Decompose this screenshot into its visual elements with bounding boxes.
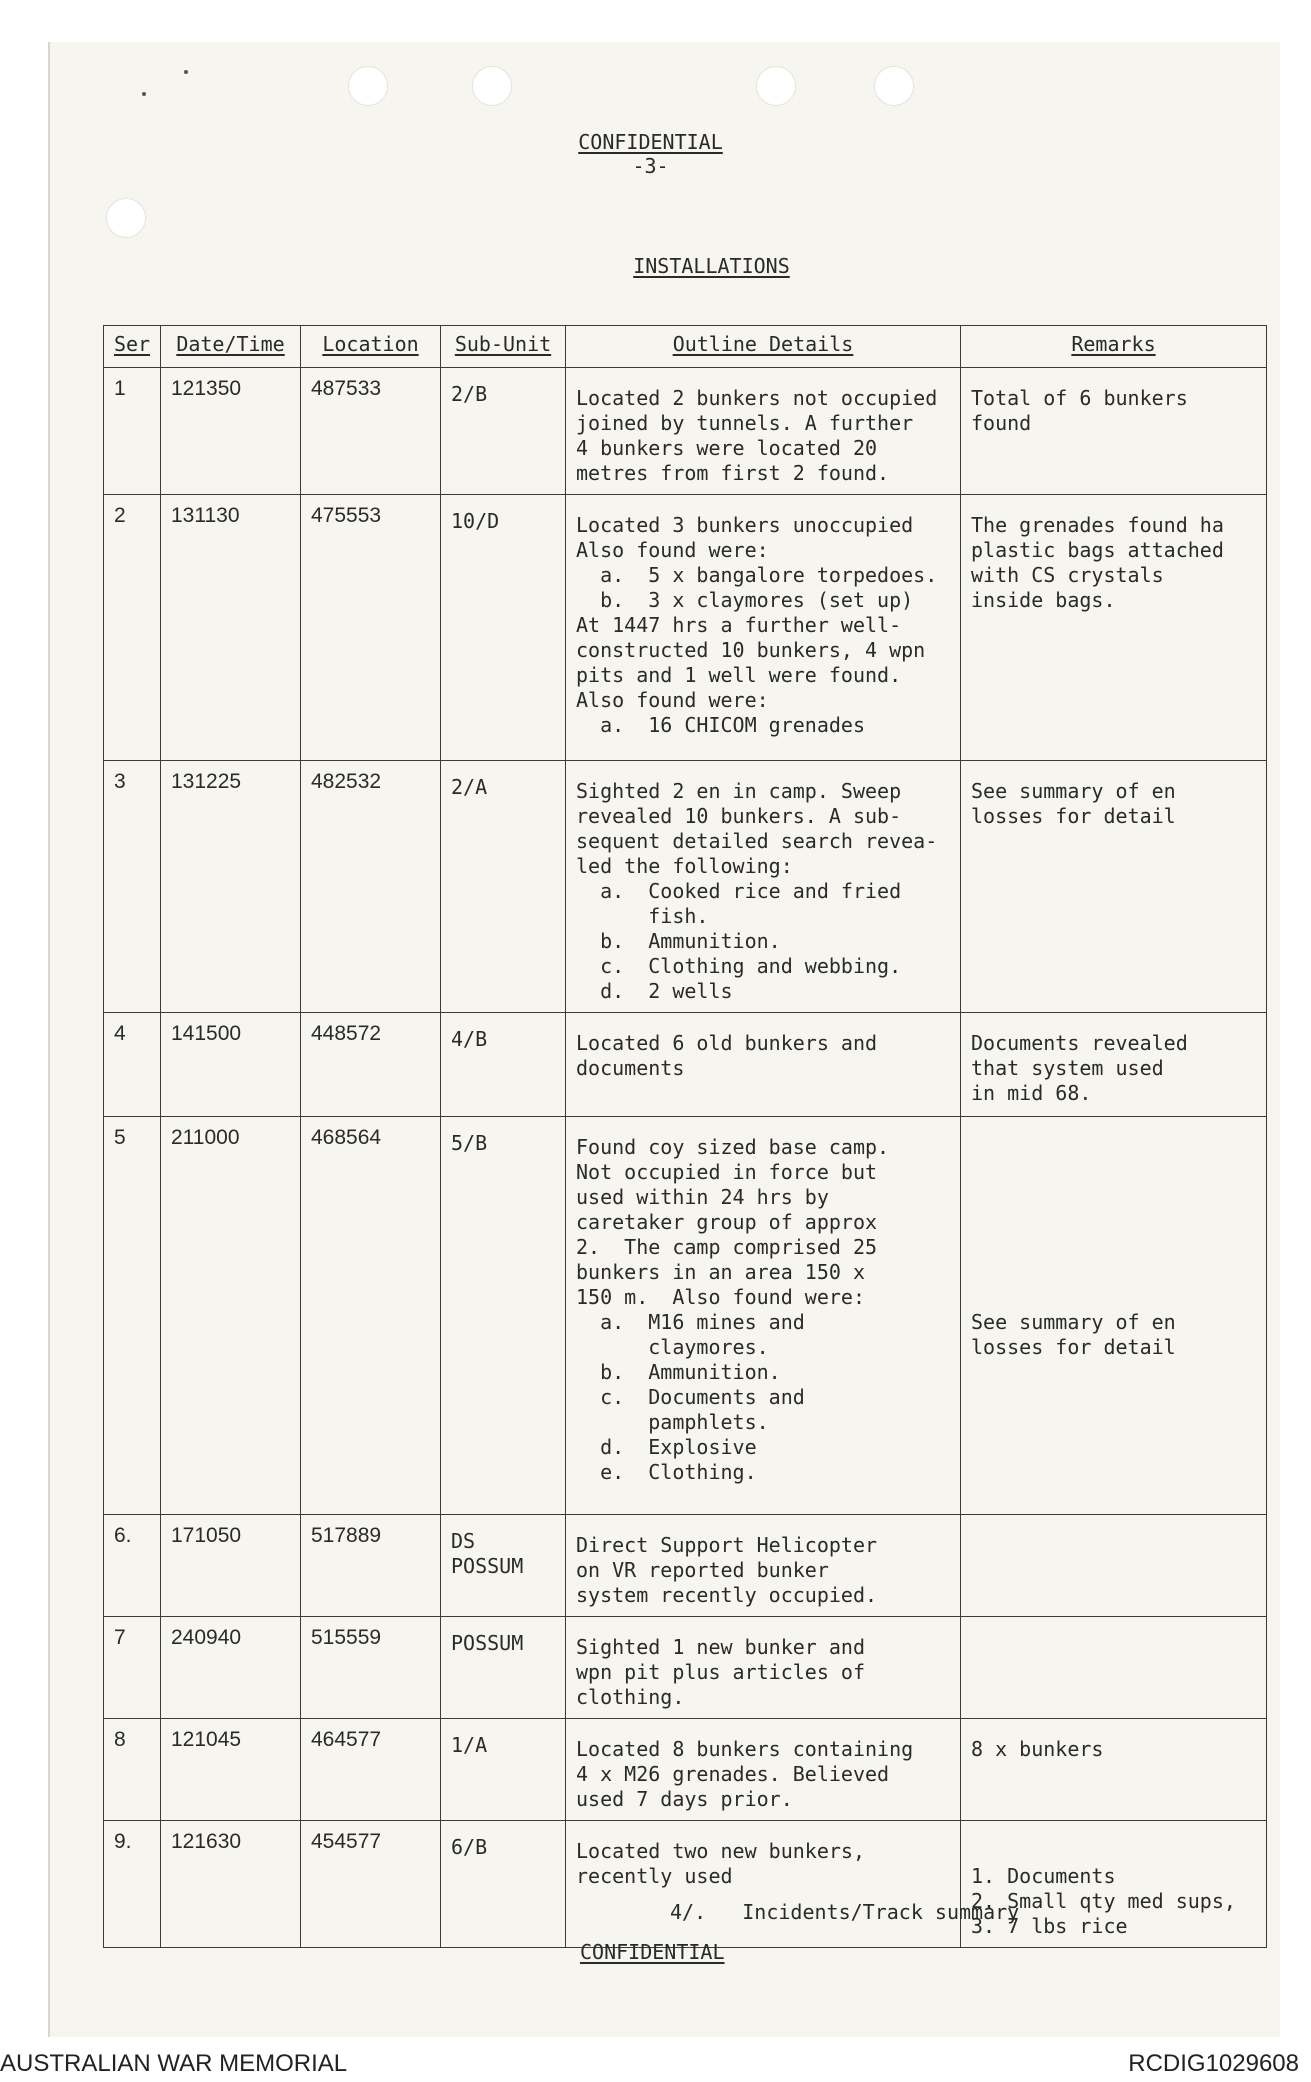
location-cell: 517889 [301,1515,441,1617]
subunit-cell: 1/A [441,1719,566,1821]
table-row [104,1719,1267,1821]
details-line: Located 2 bunkers not occupied [576,386,938,410]
col-header-ser: Ser [104,326,161,368]
location-cell: 464577 [301,1719,441,1821]
ink-speck [184,70,188,74]
details-line: Direct Support Helicopter [576,1533,878,1557]
subunit-cell: 2/A [441,761,566,1013]
remarks-line: Documents revealed [971,1031,1188,1055]
subunit-cell: 5/B [441,1117,566,1515]
details-line: metres from first 2 found. [576,461,890,485]
remarks-line: See summary of en [971,1310,1176,1334]
datetime-cell: 131130 [161,495,301,761]
remarks-cell [961,495,1267,761]
remarks-line: Total of 6 bunkers [971,386,1188,410]
datetime-cell: 121630 [161,1821,301,1948]
details-line: b. 3 x claymores (set up) [576,588,914,612]
remarks-line: 2. Small qty med sups, [971,1889,1236,1913]
details-line: wpn pit plus articles of [576,1660,865,1684]
ser-cell: 6. [104,1515,161,1617]
details-line: Found coy sized base camp. [576,1135,890,1159]
details-line: a. 5 x bangalore torpedoes. [576,563,938,587]
remarks-line: with CS crystals [971,563,1164,587]
details-line: joined by tunnels. A further [576,411,914,435]
details-line: d. Explosive [576,1435,757,1459]
subunit-cell: 10/D [441,495,566,761]
col-header-location: Location [301,326,441,368]
remarks-line: losses for detail [971,804,1176,828]
ink-speck [142,92,146,96]
location-cell: 448572 [301,1013,441,1117]
datetime-cell: 121350 [161,368,301,495]
details-line: clothing. [576,1685,685,1709]
ser-cell: 8 [104,1719,161,1821]
details-line: a. Cooked rice and fried [576,879,902,903]
page-number: -3- [632,154,669,178]
details-cell [566,368,961,495]
details-line: Located 3 bunkers unoccupied [576,513,914,537]
remarks-cell [961,1617,1267,1719]
punch-hole [756,66,796,106]
details-line: Located 8 bunkers containing [576,1737,914,1761]
archive-caption: AUSTRALIAN WAR MEMORIAL [0,2050,348,2077]
details-line: Also found were: [576,538,769,562]
details-line: fish. [576,904,709,928]
remarks-line [971,1185,1256,1210]
remarks-line [971,1135,1256,1160]
details-line: claymores. [576,1335,769,1359]
details-line: recently used [576,1864,733,1888]
remarks-line: inside bags. [971,588,1116,612]
subunit-cell: 4/B [441,1013,566,1117]
details-line: documents [576,1056,685,1080]
archive-id: RCDIG1029608 [1128,2050,1299,2077]
remarks-line: that system used [971,1056,1164,1080]
subunit-cell: 2/B [441,368,566,495]
details-line: Sighted 1 new bunker and [576,1635,865,1659]
subunit-cell: DS POSSUM [441,1515,566,1617]
location-cell: 515559 [301,1617,441,1719]
remarks-line: The grenades found ha [971,513,1224,537]
remarks-line [971,1839,1256,1864]
details-line: e. Clothing. [576,1460,757,1484]
subunit-cell: POSSUM [441,1617,566,1719]
datetime-cell: 171050 [161,1515,301,1617]
location-cell: 475553 [301,495,441,761]
details-line: 4 bunkers were located 20 [576,436,878,460]
table-row [104,1821,1267,1948]
col-header-remarks: Remarks [961,326,1267,368]
remarks-line: losses for detail [971,1335,1176,1359]
details-line: Not occupied in force but [576,1160,878,1184]
ser-cell: 3 [104,761,161,1013]
ser-cell: 5 [104,1117,161,1515]
col-header-subunit: Sub-Unit [441,326,566,368]
punch-hole [348,66,388,106]
table-row [104,1515,1267,1617]
details-line: caretaker group of approx [576,1210,878,1234]
remarks-line [971,1235,1256,1260]
remarks-cell [961,1515,1267,1617]
details-line: d. 2 wells [576,979,733,1003]
datetime-cell: 141500 [161,1013,301,1117]
remarks-line: found [971,411,1032,435]
table-row [104,495,1267,761]
table-row [104,761,1267,1013]
details-line: b. Ammunition. [576,929,781,953]
details-line: Located 6 old bunkers and [576,1031,878,1055]
datetime-cell: 121045 [161,1719,301,1821]
details-cell [566,1013,961,1117]
punch-hole [874,66,914,106]
details-cell [566,1117,961,1515]
installations-table [103,325,1267,1948]
remarks-line [971,1635,1256,1660]
details-cell [566,1617,961,1719]
subunit-cell: 6/B [441,1821,566,1948]
details-line: system recently occupied. [576,1583,878,1607]
punch-hole [106,198,146,238]
location-cell: 487533 [301,368,441,495]
details-line: 150 m. Also found were: [576,1285,865,1309]
location-cell: 482532 [301,761,441,1013]
details-line: led the following: [576,854,793,878]
remarks-line: 8 x bunkers [971,1737,1104,1761]
details-cell [566,1821,961,1948]
table-row [104,1117,1267,1515]
details-line: c. Documents and [576,1385,805,1409]
details-line: sequent detailed search revea- [576,829,938,853]
remarks-cell [961,368,1267,495]
ser-cell: 2 [104,495,161,761]
ser-cell: 1 [104,368,161,495]
details-line: 4 x M26 grenades. Believed [576,1762,890,1786]
details-line: a. 16 CHICOM grenades [576,713,865,737]
details-line: revealed 10 bunkers. A sub- [576,804,902,828]
details-line: pits and 1 well were found. [576,663,902,687]
remarks-cell [961,1117,1267,1515]
location-cell: 454577 [301,1821,441,1948]
details-line: pamphlets. [576,1410,769,1434]
details-cell [566,761,961,1013]
ser-cell: 7 [104,1617,161,1719]
table-row [104,368,1267,495]
remarks-line [971,1285,1256,1310]
details-line: on VR reported bunker [576,1558,829,1582]
remarks-line [971,1533,1256,1558]
punch-hole [472,66,512,106]
classification-footer: CONFIDENTIAL [580,1940,725,1964]
details-line: constructed 10 bunkers, 4 wpn [576,638,926,662]
section-title: INSTALLATIONS [633,254,790,278]
remarks-cell [961,1821,1267,1948]
remarks-line [971,1160,1256,1185]
remarks-line: 3. 7 lbs rice [971,1914,1128,1938]
remarks-line [971,1210,1256,1235]
col-header-datetime: Date/Time [161,326,301,368]
details-line: a. M16 mines and [576,1310,805,1334]
ser-cell: 9. [104,1821,161,1948]
remarks-cell [961,761,1267,1013]
remarks-line [971,1260,1256,1285]
classification-header: CONFIDENTIAL [578,130,723,154]
datetime-cell: 131225 [161,761,301,1013]
details-line: Located two new bunkers, [576,1839,865,1863]
details-line: Sighted 2 en in camp. Sweep [576,779,902,803]
details-cell [566,1515,961,1617]
next-page-note: 4/. Incidents/Track summary [670,1900,1020,1924]
remarks-cell [961,1013,1267,1117]
table-header-row [104,326,1267,368]
location-cell: 468564 [301,1117,441,1515]
details-cell [566,495,961,761]
details-line: used 7 days prior. [576,1787,793,1811]
details-line: c. Clothing and webbing. [576,954,902,978]
remarks-line: in mid 68. [971,1081,1092,1105]
table-row [104,1013,1267,1117]
remarks-line: 1. Documents [971,1864,1116,1888]
details-cell [566,1719,961,1821]
remarks-cell [961,1719,1267,1821]
remarks-line: See summary of en [971,779,1176,803]
remarks-line: plastic bags attached [971,538,1224,562]
details-line: Also found were: [576,688,769,712]
table-row [104,1617,1267,1719]
details-line: used within 24 hrs by [576,1185,829,1209]
col-header-details: Outline Details [566,326,961,368]
details-line: b. Ammunition. [576,1360,781,1384]
datetime-cell: 211000 [161,1117,301,1515]
datetime-cell: 240940 [161,1617,301,1719]
details-line: At 1447 hrs a further well- [576,613,902,637]
ser-cell: 4 [104,1013,161,1117]
details-line: bunkers in an area 150 x [576,1260,865,1284]
details-line: 2. The camp comprised 25 [576,1235,878,1259]
